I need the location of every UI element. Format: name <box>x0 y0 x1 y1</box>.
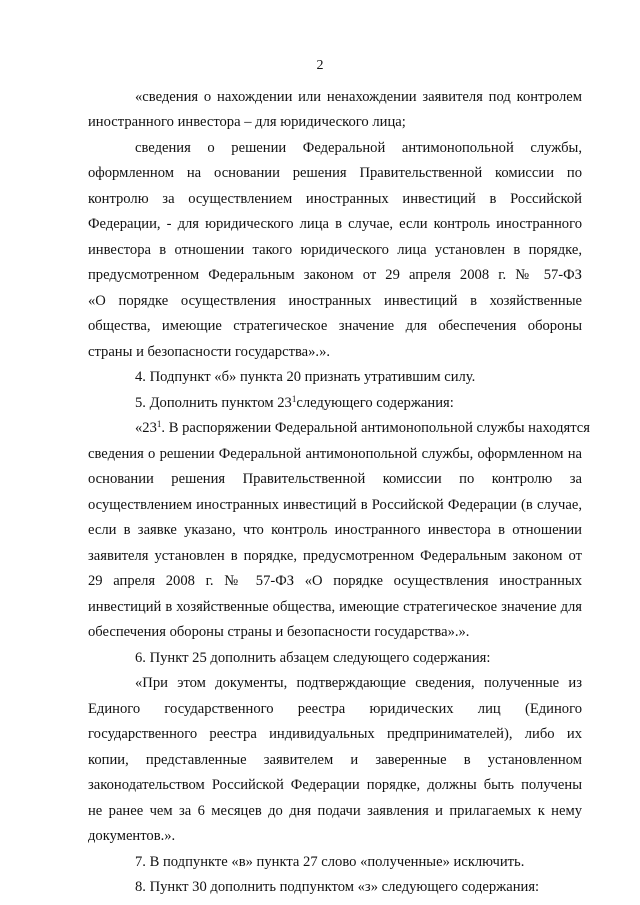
text-line: государственного реестра индивидуальных предпринимателей), либо их <box>88 726 582 742</box>
text-line: осуществлением иностранных инвестиций в Российской Федерации (в случае, <box>88 497 582 513</box>
text-line: законодательством Российской Федерации порядке, должны быть получены <box>88 777 582 793</box>
text-line: сведения о решении Федеральной антимонопольной службы, оформленном на <box>88 446 582 462</box>
text-line: инвестиций в хозяйственные общества, имеющие стратегическое значение для <box>88 599 582 615</box>
quote-23-tail: . В распоряжении Федеральной антимонопольной службы находятся <box>161 420 590 436</box>
paragraph-23-1-start <box>135 419 590 437</box>
item-5 <box>135 394 582 412</box>
text-line: инвестора в отношении такого юридического лица установлен в порядке, <box>88 242 582 258</box>
text-line: «О порядке осуществления иностранных инвестиций в хозяйственные <box>88 293 582 309</box>
text-line: Единого государственного реестра юридических лиц (Единого <box>88 701 582 717</box>
text-line: предусмотренном Федеральным законом от 29 апреля 2008 г. № 57-ФЗ <box>88 267 582 283</box>
text-line: «При этом документы, подтверждающие сведения, полученные из <box>135 675 582 691</box>
text-line: если в заявке указано, что контроль иностранного инвестора в отношении <box>88 522 582 538</box>
page-number: 2 <box>316 58 324 73</box>
superscript: 1 <box>291 394 297 404</box>
text-line: копии, представленные заявителем и заверенные в установленном <box>88 752 582 768</box>
text-line: не ранее чем за 6 месяцев до дня подачи заявления и прилагаемых к нему <box>88 803 582 819</box>
text-line: Федерации, - для юридического лица в случае, если контроль иностранного <box>88 216 582 232</box>
text-line: заявителя установлен в порядке, предусмотренном Федеральным законом от <box>88 548 582 564</box>
text-line: общества, имеющие стратегическое значение для обеспечения обороны <box>88 318 582 334</box>
text-line: иностранного инвестора – для юридического лица; <box>88 114 406 130</box>
item-5-text-tail: следующего содержания: <box>296 395 454 411</box>
text-line: сведения о решении Федеральной антимонопольной службы, <box>135 140 582 156</box>
text-line: «сведения о нахождении или ненахождении заявителя под контролем <box>135 89 582 105</box>
item-4: 4. Подпункт «б» пункта 20 признать утратившим силу. <box>135 369 476 385</box>
superscript: 1 <box>156 419 162 429</box>
item-6: 6. Пункт 25 дополнить абзацем следующего содержания: <box>135 650 491 666</box>
text-line: документов.». <box>88 828 176 844</box>
text-line: страны и безопасности государства».». <box>88 344 331 360</box>
text-line: оформленном на основании решения Правительственной комиссии по <box>88 165 582 181</box>
item-5-text: 5. Дополнить пунктом 23 <box>135 395 292 411</box>
text-line: контролю за осуществлением иностранных инвестиций в Российской <box>88 191 582 207</box>
text-line: обеспечения обороны страны и безопасности государства».». <box>88 624 470 640</box>
item-7: 7. В подпункте «в» пункта 27 слово «полученные» исключить. <box>135 854 525 870</box>
text-line: основании решения Правительственной комиссии по контролю за <box>88 471 582 487</box>
item-8: 8. Пункт 30 дополнить подпунктом «з» следующего содержания: <box>135 879 540 895</box>
quote-23: «23 <box>135 420 157 436</box>
text-line: 29 апреля 2008 г. № 57-ФЗ «О порядке осуществления иностранных <box>88 573 582 589</box>
